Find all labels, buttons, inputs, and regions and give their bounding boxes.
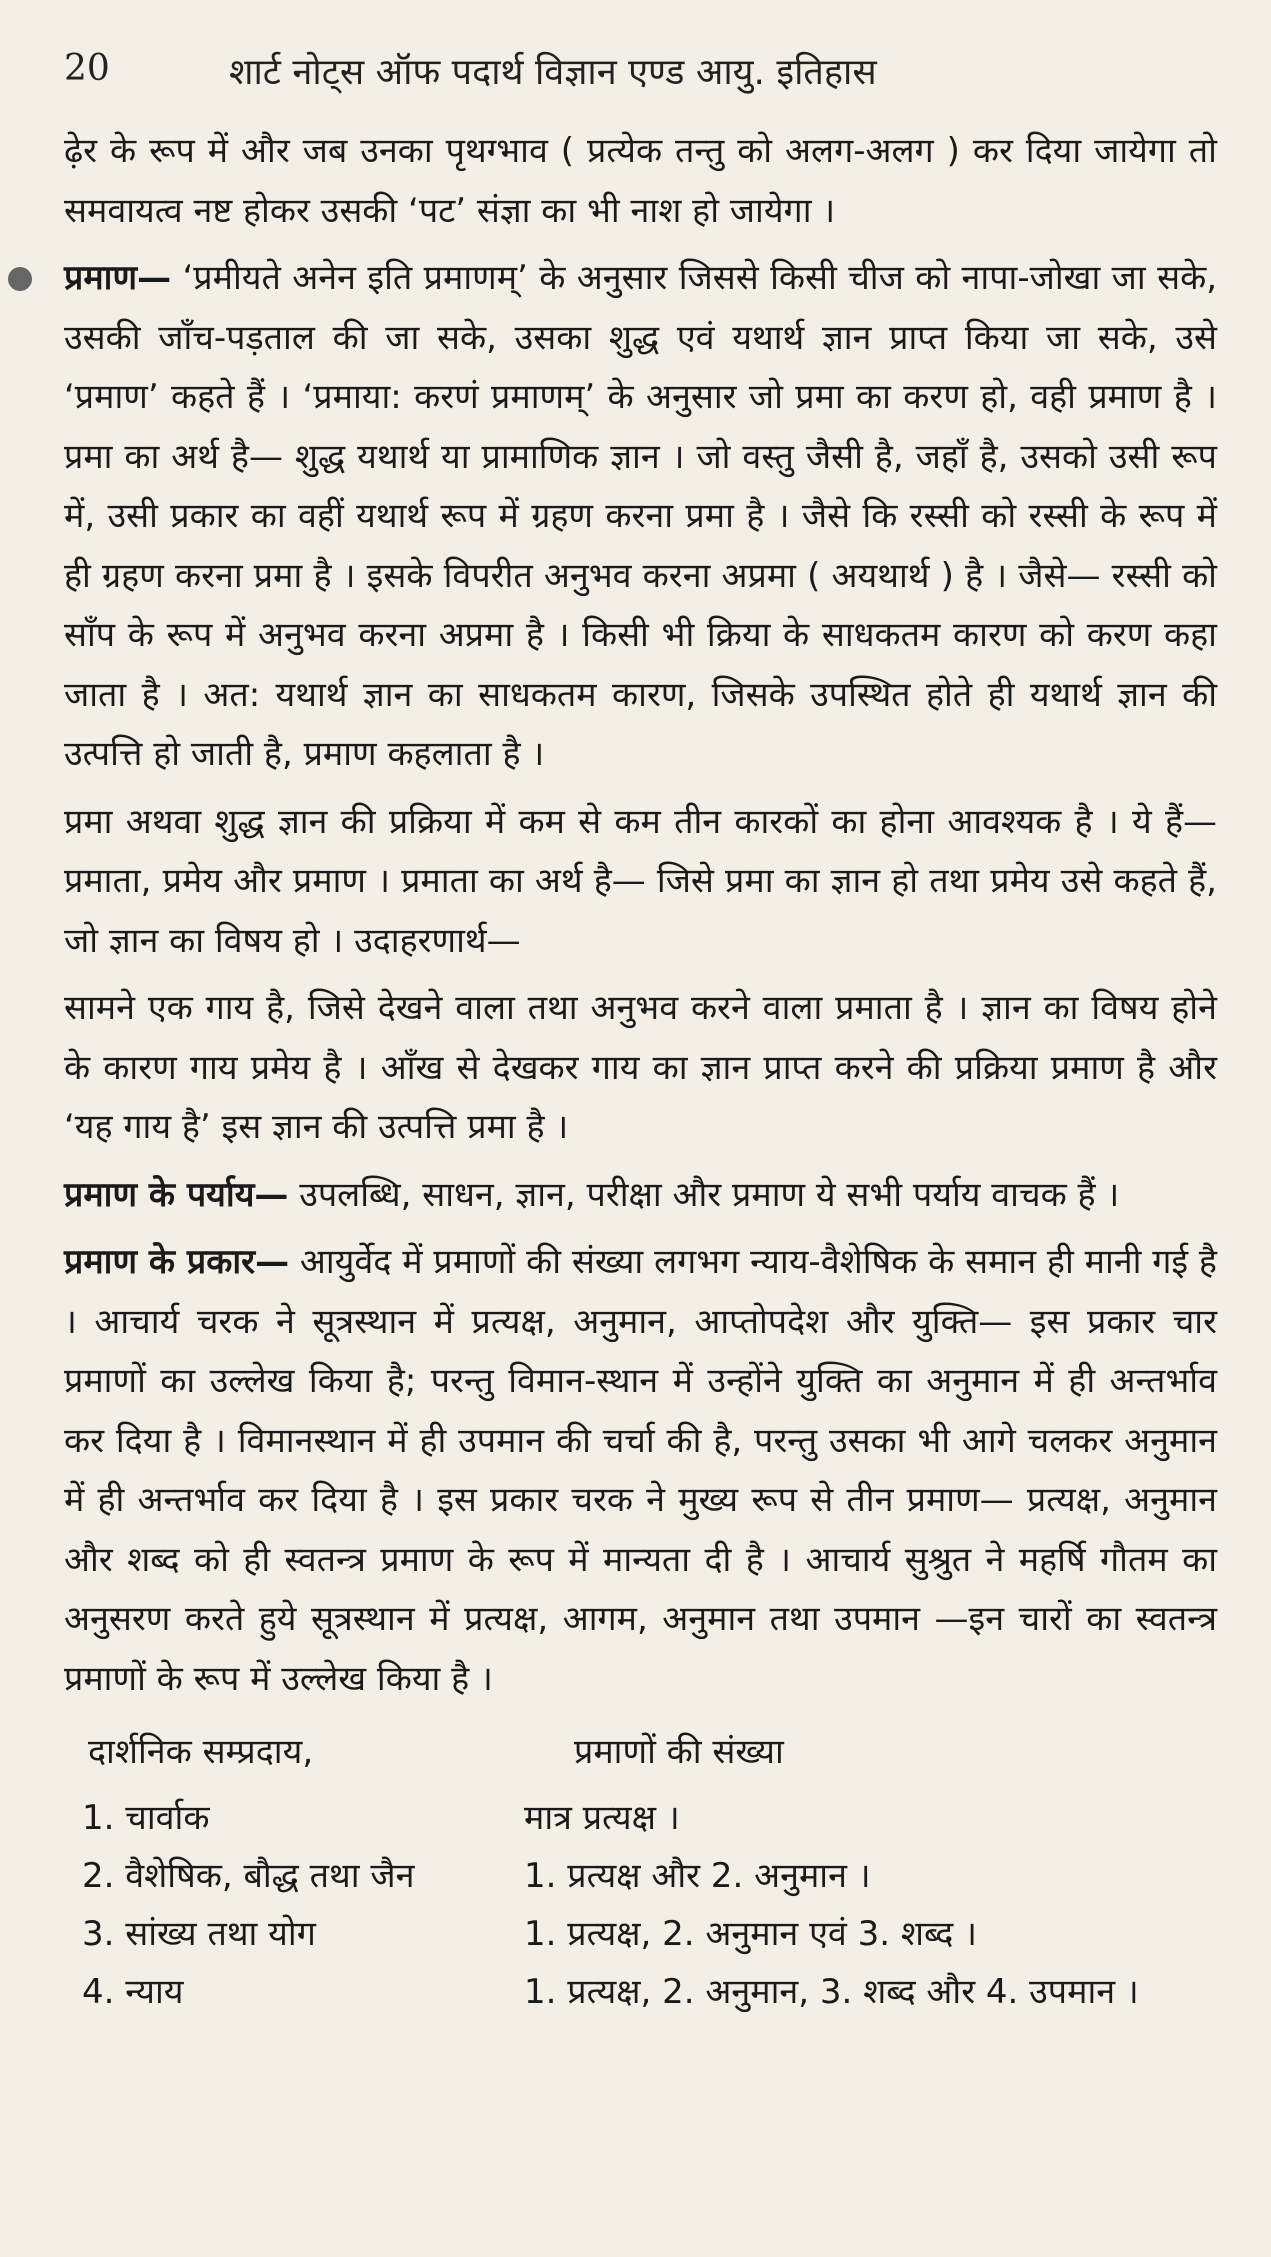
- table-header-count: प्रमाणों की संख्या: [574, 1732, 784, 1772]
- term-types: प्रमाण के प्रकार—: [64, 1242, 290, 1282]
- table-cell-count: 1. प्रत्यक्ष, 2. अनुमान एवं 3. शब्द ।: [524, 1914, 978, 1954]
- table-row: [64, 1789, 1217, 1847]
- table-cell-count: 1. प्रत्यक्ष और 2. अनुमान ।: [524, 1856, 871, 1896]
- paragraph-synonyms: [64, 1166, 1217, 1226]
- paragraph-types: [64, 1233, 1217, 1709]
- table-header-school: दार्शनिक सम्प्रदाय,: [88, 1732, 314, 1772]
- table-cell-school: 3. सांख्य तथा योग: [82, 1914, 316, 1954]
- types-text: आयुर्वेद में प्रमाणों की संख्या लगभग न्याय-वैशेषिक के समान ही मानी गई है । आचार्य चरक ने सूत्रस्थान में प्रत्यक्ष, अनुमान, आप्तोपदेश और युक्ति— इस प्रकार चार प्रमाणों का उल्लेख किया है; परन्तु विमान-स्थान में उन्होंने युक्ति का अनुमान में ही अन्तर्भाव कर दिया है । विमानस्थान में ही उपमान की चर्चा की है, परन्तु उसका भी आगे चलकर अनुमान में ही अन्तर्भाव कर दिया है । इस प्रकार चरक ने मुख्य रूप से तीन प्रमाण— प्रत्यक्ष, अनुमान और शब्द को ही स्वतन्त्र प्रमाण के रूप में मान्यता दी है । आचार्य सुश्रुत ने महर्षि गौतम का अनुसरण करते हुये सूत्रस्थान में प्रत्यक्ष, आगम, अनुमान तथा उपमान —इन चारों का स्वतन्त्र प्रमाणों के रूप में उल्लेख किया है ।: [64, 1242, 1217, 1699]
- paragraph-prama-process: प्रमा अथवा शुद्ध ज्ञान की प्रक्रिया में कम से कम तीन कारकों का होना आवश्यक है । ये हैं— प्रमाता, प्रमेय और प्रमाण । प्रमाता का अर्थ है— जिसे प्रमा का ज्ञान हो तथा प्रमेय उसे कहते हैं, जो ज्ञान का विषय हो । उदाहरणार्थ—: [64, 801, 1217, 961]
- synonyms-text: उपलब्धि, साधन, ज्ञान, परीक्षा और प्रमाण ये सभी पर्याय वाचक हैं ।: [288, 1174, 1120, 1215]
- table-cell-school: 4. न्याय: [82, 1972, 184, 2012]
- pramana-section: [64, 249, 1217, 785]
- pramana-definition-text: ‘प्रमीयते अनेन इति प्रमाणम्’ के अनुसार जिससे किसी चीज को नापा-जोखा जा सके, उसकी जाँच-पड़ताल की जा सके, उसका शुद्ध एवं यथार्थ ज्ञान प्राप्त किया जा सके, उसे ‘प्रमाण’ कहते हैं । ‘प्रमाया: करणं प्रमाणम्’ के अनुसार जो प्रमा का करण हो, वही प्रमाण है । प्रमा का अर्थ है— शुद्ध यथार्थ या प्रामाणिक ज्ञान । जो वस्तु जैसी है, जहाँ है, उसको उसी रूप में, उसी प्रकार का वहीं यथार्थ रूप में ग्रहण करना प्रमा है । जैसे कि रस्सी को रस्सी के रूप में ही ग्रहण करना प्रमा है । इसके विपरीत अनुभव करना अप्रमा ( अयथार्थ ) है । जैसे— रस्सी को साँप के रूप में अनुभव करना अप्रमा है । किसी भी क्रिया के साधकतम कारण को करण कहा जाता है । अत: यथार्थ ज्ञान का साधकतम कारण, जिसके उपस्थित होते ही यथार्थ ज्ञान की उत्पत्ति हो जाती है, प्रमाण कहलाता है ।: [64, 258, 1217, 774]
- table-row: [64, 1905, 1217, 1963]
- pramana-count-table: [64, 1723, 1217, 2021]
- page-number: 20: [64, 48, 110, 89]
- paragraph-pramana-definition: [64, 249, 1217, 785]
- paragraph-cow-example: सामने एक गाय है, जिसे देखने वाला तथा अनुभव करने वाला प्रमाता है । ज्ञान का विषय होने के कारण गाय प्रमेय है । आँख से देखकर गाय का ज्ञान प्राप्त करने की प्रक्रिया प्रमाण है और ‘यह गाय है’ इस ज्ञान की उत्पत्ति प्रमा है ।: [64, 988, 1217, 1147]
- paragraph-continuation: ढ़ेर के रूप में और जब उनका पृथग्भाव ( प्रत्येक तन्तु को अलग-अलग ) कर दिया जायेगा तो समवायत्व नष्ट होकर उसकी ‘पट’ संज्ञा का भी नाश हो जायेगा ।: [64, 131, 1217, 231]
- running-title: शार्ट नोट्स ऑफ पदार्थ विज्ञान एण्ड आयु. इतिहास: [229, 52, 877, 93]
- body-text: [64, 122, 1217, 1709]
- bullet-icon: [8, 267, 32, 291]
- table-header-row: [64, 1723, 1217, 1781]
- table-cell-school: 2. वैशेषिक, बौद्ध तथा जैन: [82, 1856, 415, 1896]
- table-cell-count: मात्र प्रत्यक्ष ।: [524, 1798, 680, 1838]
- table-cell-count: 1. प्रत्यक्ष, 2. अनुमान, 3. शब्द और 4. उपमान ।: [524, 1972, 1139, 2012]
- term-pramana: प्रमाण—: [64, 258, 172, 298]
- table-row: [64, 1963, 1217, 2021]
- table-cell-school: 1. चार्वाक: [82, 1798, 210, 1838]
- page-header: [64, 40, 1217, 122]
- table-row: [64, 1847, 1217, 1905]
- term-synonyms: प्रमाण के पर्याय—: [64, 1174, 289, 1215]
